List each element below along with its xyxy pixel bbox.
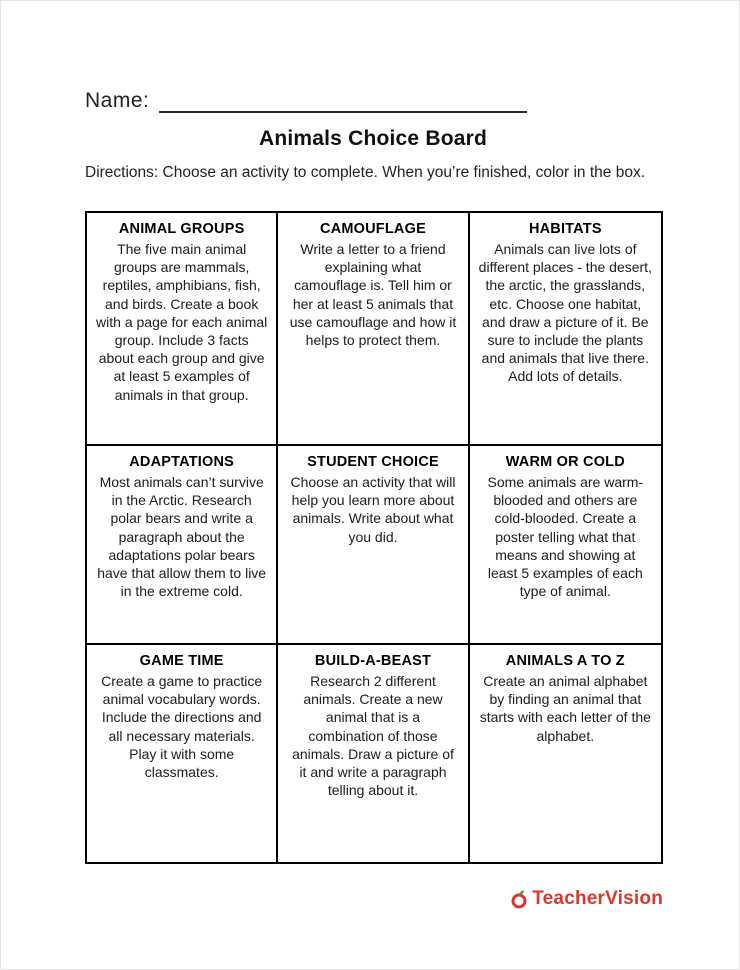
cell-body: Write a letter to a friend explaining what camouflage is. Tell him or her at least 5 animals that use camouflage and how it helps to protect them. (289, 241, 457, 348)
cell-title: HABITATS (528, 221, 602, 238)
cell-title: WARM OR COLD (505, 454, 625, 471)
choice-cell-camouflage (278, 213, 469, 446)
name-blank-line (159, 91, 527, 113)
footer (85, 888, 663, 910)
cell-title: ANIMALS A TO Z (505, 653, 625, 670)
name-label: Name: (85, 89, 150, 112)
choice-cell-animals-a-to-z (470, 645, 661, 862)
choice-cell-animal-groups (87, 213, 278, 446)
cell-title: STUDENT CHOICE (307, 454, 439, 471)
cell-body: Most animals can’t survive in the Arctic. Research polar bears and write a paragraph about the adaptations polar bears have that allow them to live in the extreme cold. (97, 474, 267, 600)
cell-body: Create an animal alphabet by finding an animal that starts with each letter of the alphabet. (479, 673, 651, 744)
teachervision-logo-text: TeacherVision (532, 888, 663, 910)
directions-text: Directions: Choose an activity to complete. When you’re finished, color in the box. (85, 164, 645, 181)
name-row (85, 89, 661, 113)
cell-body: Choose an activity that will help you learn more about animals. Write about what you did. (290, 474, 456, 545)
choice-cell-warm-or-cold (470, 446, 661, 645)
cell-body: Create a game to practice animal vocabulary words. Include the directions and all necessary materials. Play it with some classmates. (101, 673, 263, 780)
choice-cell-habitats (470, 213, 661, 446)
cell-title: ADAPTATIONS (129, 454, 235, 471)
cell-body: Animals can live lots of different places - the desert, the arctic, the grasslands, etc. Choose one habitat, and draw a picture of it. Be sure to include the plants and animals that live there. Add lots of details. (478, 241, 652, 385)
cell-body: Some animals are warm-blooded and others are cold-blooded. Create a poster telling what that means and showing at least 5 examples of each type of animal. (487, 474, 644, 600)
cell-title: ANIMAL GROUPS (118, 221, 245, 238)
choice-cell-build-a-beast (278, 645, 469, 862)
cell-title: GAME TIME (139, 653, 224, 670)
cell-body: The five main animal groups are mammals, reptiles, amphibians, fish, and birds. Create a book with a page for each animal group. Include 3 facts about each group and give at least 5 examples of animals in that group. (96, 241, 268, 403)
teachervision-logo-icon (509, 889, 529, 909)
choice-board-grid (85, 211, 663, 864)
teachervision-logo (509, 888, 663, 910)
cell-title: BUILD-A-BEAST (314, 653, 432, 670)
choice-cell-adaptations (87, 446, 278, 645)
choice-cell-game-time (87, 645, 278, 862)
choice-cell-student-choice (278, 446, 469, 645)
cell-title: CAMOUFLAGE (320, 221, 426, 238)
page-title: Animals Choice Board (258, 127, 488, 150)
cell-body: Research 2 different animals. Create a new animal that is a combination of those animals. Draw a picture of it and write a paragraph telling about it. (292, 673, 454, 799)
